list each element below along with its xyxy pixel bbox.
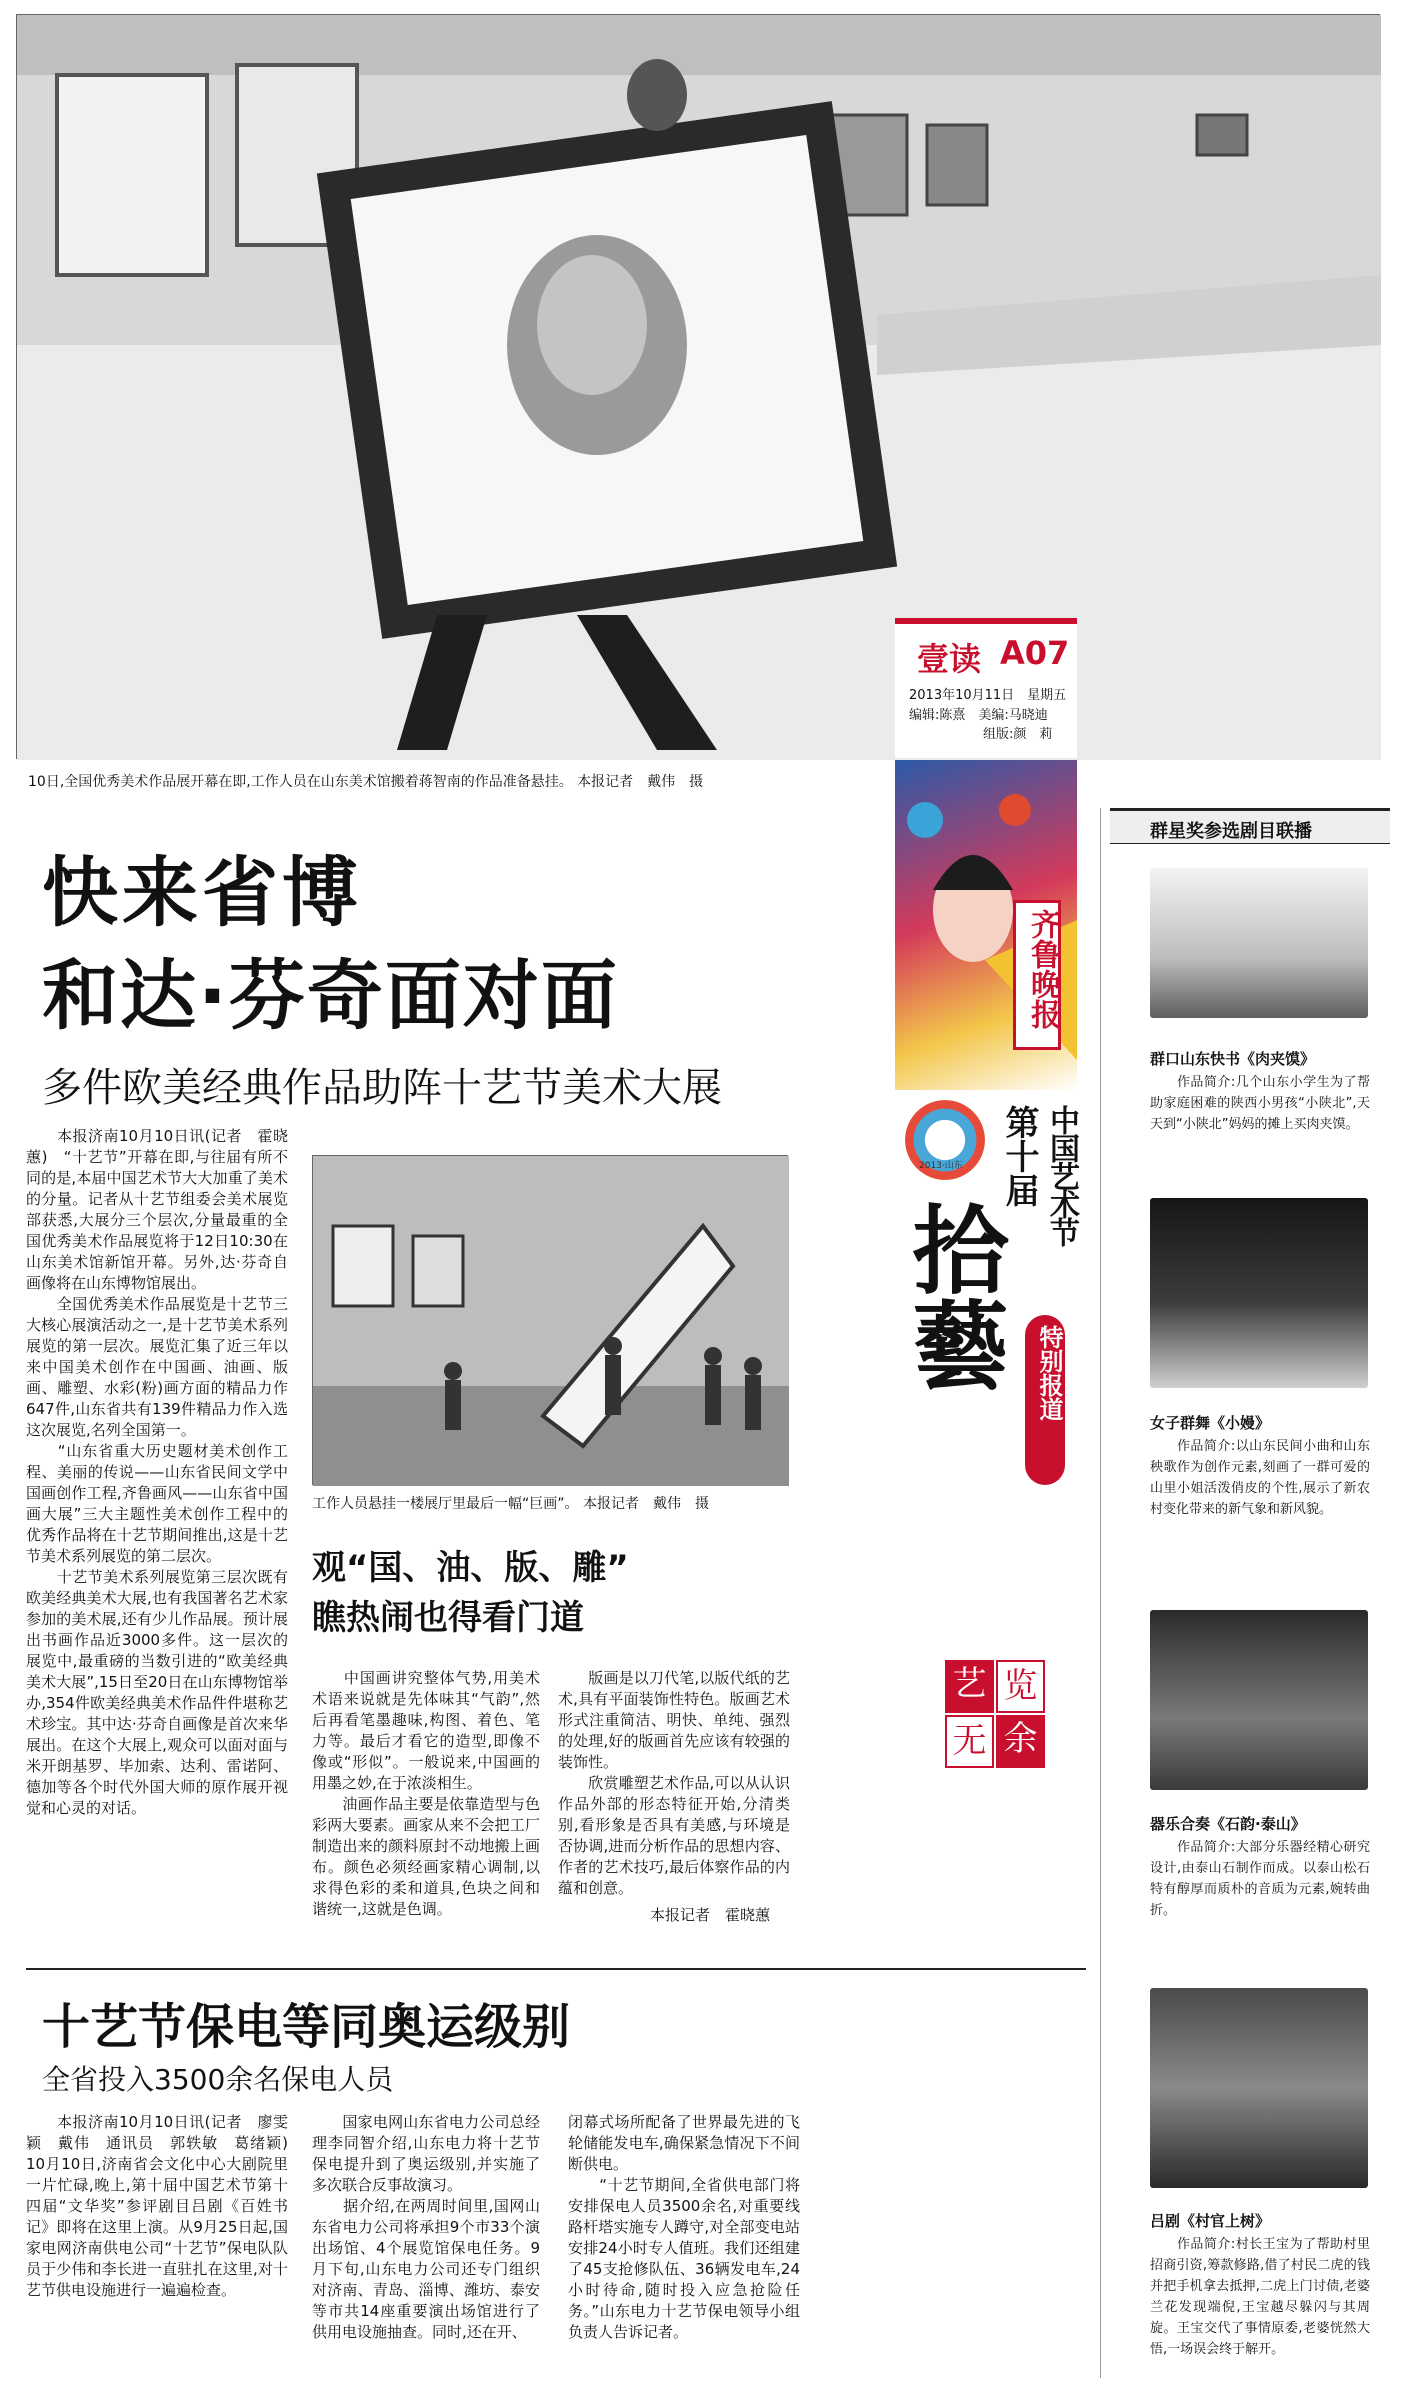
newspaper-name: 齐鲁晚报 — [1025, 909, 1060, 1029]
sidebar-item-title-4: 吕剧《村官上树》 — [1150, 2212, 1271, 2230]
article1-headline-line2: 和达·芬奇面对面 — [42, 951, 619, 1040]
article-divider — [26, 1968, 1086, 1970]
stamp-char-2: 览 — [996, 1660, 1045, 1713]
festival-logo — [905, 1100, 985, 1180]
issue-date: 2013年10月11日 星期五 — [909, 688, 1067, 703]
sidebar-divider — [1100, 808, 1101, 2378]
sidebar-photo-2 — [1150, 1198, 1368, 1388]
sidebar-heading: 群星奖参选剧目联播 — [1150, 821, 1312, 842]
article1-column-2: 中国画讲究整体气势,用美术术语来说就是先体味其“气韵”,然后再看笔墨趣味,构图、着色、笔力等。最后才看它的造型,即像不像或“形似”。一般说来,中国画的用墨之妙,在于浓淡相生。 油画作品主要是依靠造型与色彩两大要素。画家从来不会把工厂制造出来的颜料原封不动地搬上画布。颜色必须经画家精心调制,以求得色彩的柔和道具,色块之间和谐统一,这就是色调。 — [312, 1669, 540, 1918]
sidebar-heading-bar — [1110, 808, 1390, 844]
sidebar-item-title-2: 女子群舞《小嫚》 — [1150, 1414, 1271, 1432]
sidebar-item-title-3: 器乐合奏《石韵·泰山》 — [1150, 1815, 1306, 1833]
page-header — [895, 618, 1077, 758]
editors-line-1: 编辑:陈熹 美编:马晓迪 — [909, 708, 1048, 723]
stamp-char-4: 余 — [996, 1715, 1045, 1768]
top-photo-caption: 10日,全国优秀美术作品展开幕在即,工作人员在山东美术馆搬着蒋智南的作品准备悬挂。 本报记者 戴伟 摄 — [28, 774, 704, 790]
sidebar-photo-4 — [1150, 1988, 1368, 2188]
sidebar-item-title-1: 群口山东快书《肉夹馍》 — [1150, 1050, 1316, 1068]
newspaper-name-seal — [1013, 900, 1061, 1050]
stamp-char-3: 无 — [945, 1715, 994, 1768]
top-photo — [16, 14, 1380, 759]
sidebar-item-text-3: 作品简介:大部分乐器经精心研究设计,由泰山石制作而成。以泰山松石特有醇厚而质朴的音质为元素,婉转曲折。 — [1150, 1840, 1370, 1918]
sidebar-photo-1 — [1150, 868, 1368, 1018]
section-box — [895, 630, 1077, 680]
festival-banner — [895, 760, 1077, 1940]
festival-title-small: 第十届 — [999, 1105, 1039, 1207]
stamp-block — [945, 1660, 1045, 1760]
article1-headline-line1: 快来省博 — [42, 848, 362, 937]
logo-text: 2013·山东 — [919, 1161, 963, 1171]
sidebar-item-text-2: 作品简介:以山东民间小曲和山东秧歌作为创作元素,刻画了一群可爱的山里小姐活泼俏皮的个性,展示了新农村变化带来的新气象和新风貌。 — [1150, 1439, 1370, 1517]
page-number: A07 — [1000, 634, 1070, 672]
sidebar-item-text-4: 作品简介:村长王宝为了帮助村里招商引资,筹款修路,借了村民二虎的钱并把手机拿去抵押,二虎上门讨债,老婆兰花发现端倪,王宝越尽躲闪与其周旋。王宝交代了事情原委,老婆恍然大悟,一场误会终于解开。 — [1150, 2237, 1370, 2357]
article1-column-1: 本报济南10月10日讯(记者 霍晓蕙) “十艺节”开幕在即,与往届有所不同的是,本届中国艺术节大大加重了美术的分量。记者从十艺节组委会美术展览部获悉,大展分三个层次,分量最重的全国优秀美术作品展览将于12日10:30在山东美术馆新馆开幕。另外,达·芬奇自画像将在山东博物馆展出。 全国优秀美术作品展览是十艺节三大核心展演活动之一,是十艺节美术系列展览的第一层次。展览汇集了近三年以来中国美术创作在中国画、油画、版画、雕塑、水彩(粉)画方面的精品力作647件,山东省共有139件精品力作入选这次展览,名列全国第一。 “山东省重大历史题材美术创作工程、美丽的传说——山东省民间文学中国画创作工程,齐鲁画风——山东省中国画大展”三大主题性美术创作工程中的优秀作品将在十艺节期间推出,这是十艺节美术系列展览的第二层次。 十艺节美术系列展览第三层次既有欧美经典美术大展,也有我国著名艺术家参加的美术展,还有少儿作品展。预计展出书画作品近3000多件。这一层次的展览中,最重磅的当数引进的“欧美经典美术大展”,15日至20日在山东博物馆举办,354件欧美经典美术作品件件堪称艺术珍宝。其中达·芬奇自画像是首次来华展出。在这个大展上,观众可以面对面与米开朗基罗、毕加索、达利、雷诺阿、德加等各个时代外国大师的原作展开视觉和心灵的对话。 — [26, 1127, 288, 1817]
article1-photo-caption: 工作人员悬挂一楼展厅里最后一幅“巨画”。 本报记者 戴伟 摄 — [312, 1496, 709, 1512]
section-name: 壹读 — [917, 640, 982, 678]
special-report-label: 特别报道 — [1035, 1325, 1063, 1421]
article2-column-1: 本报济南10月10日讯(记者 廖雯颖 戴伟 通讯员 郭轶敏 葛绪颖) 10月10日,济南省会文化中心大剧院里一片忙碌,晚上,第十届中国艺术节第十四届“文华奖”参评剧目吕剧《百姓书记》即将在这里上演。从9月25日起,国家电网济南供电公司“十艺节”保电队队员于少伟和李长进一直驻扎在这里,对十艺节供电设施进行一遍遍检查。 — [26, 2113, 304, 2299]
article2-subheadline: 全省投入3500余名保电人员 — [42, 2063, 394, 2096]
sidebar — [1110, 808, 1390, 2378]
gallery-photo-illustration — [17, 15, 1381, 760]
article1-subheadline: 多件欧美经典作品助阵十艺节美术大展 — [42, 1065, 722, 1111]
editors-line-2: 组版:颜 莉 — [983, 727, 1053, 742]
article2-column-3: 闭幕式场所配备了世界最先进的飞轮储能发电车,确保紧急情况下不间断供电。 “十艺节期间,全省供电部门将安排保电人员3500余名,对重要线路杆塔实施专人蹲守,对全部变电站安排24小时专人值班。我们还组建了45支抢修队伍、36辆发电车,24小时待命,随时投入应急抢险任务。”山东电力十艺节保电领导小组负责人告诉记者。 — [568, 2113, 800, 2341]
article2-headline: 十艺节保电等同奥运级别 — [42, 1999, 571, 2055]
article1-subsection-headline-2: 瞧热闹也得看门道 — [312, 1598, 584, 1638]
article2-column-2: 国家电网山东省电力公司总经理李同智介绍,山东电力将十艺节保电提升到了奥运级别,并实施了多次联合反事故演习。 据介绍,在两周时间里,国网山东省电力公司将承担9个市33个演出场馆、4个展览馆保电任务。9月下旬,山东电力公司还专门组织对济南、青岛、淄博、潍坊、泰安等市共14座重要演出场馆进行了供用电设施抽查。同时,还在开、 — [312, 2113, 540, 2341]
article1-byline: 本报记者 霍晓蕙 — [650, 1906, 771, 1924]
article1-photo — [312, 1155, 788, 1485]
hanging-painting-illustration — [313, 1156, 789, 1486]
festival-title-big: 拾藝 — [897, 1200, 1010, 1392]
article1-column-3: 版画是以刀代笔,以版代纸的艺术,具有平面装饰性特色。版画艺术形式注重简洁、明快、单纯、强烈的处理,好的版画首先应该有较强的装饰性。 欣赏雕塑艺术作品,可以从认识作品外部的形态特征开始,分清类别,看形象是否具有美感,与环境是否协调,进而分析作品的思想内容、作者的艺术技巧,最后体察作品的内蕴和创意。 — [558, 1669, 790, 1897]
sidebar-item-text-1: 作品简介:几个山东小学生为了帮助家庭困难的陕西小男孩“小陕北”,天天到“小陕北”妈妈的摊上买肉夹馍。 — [1150, 1075, 1370, 1132]
sidebar-photo-3 — [1150, 1610, 1368, 1790]
special-report-badge — [1025, 1315, 1065, 1485]
article1-subsection-headline-1: 观“国、油、版、雕” — [312, 1548, 629, 1588]
festival-title-mid: 中国艺术节 — [1044, 1105, 1079, 1245]
stamp-char-1: 艺 — [945, 1660, 994, 1713]
